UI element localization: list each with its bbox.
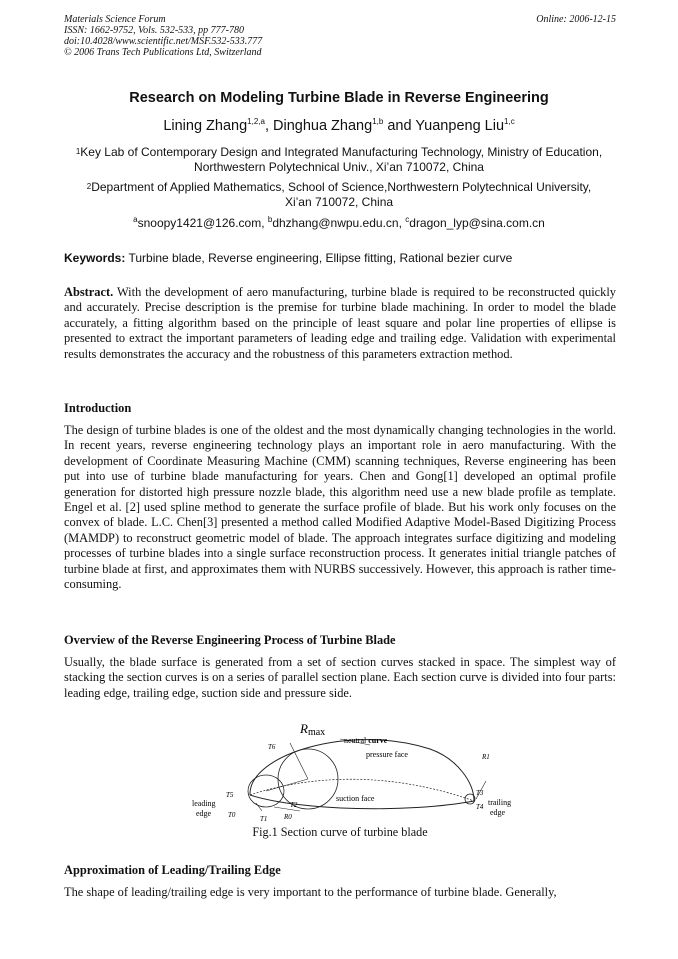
online-date: Online: 2006-12-15	[536, 14, 616, 25]
aff-line: Xi’an 710072, China	[284, 195, 394, 209]
email-line	[40, 216, 638, 230]
point-label-t4: T4	[476, 803, 484, 811]
pointer-line	[256, 803, 262, 811]
pressure-face-label: pressure face	[366, 750, 408, 759]
affiliation-2	[54, 180, 624, 210]
aff-sup: 1	[75, 147, 81, 156]
aff-line: Key Lab of Contemporary Design and Integrated Manufacturing Technology, Ministry of Education,	[80, 145, 603, 159]
aff-line: Northwestern Polytechnical Univ., Xi’an 710072, China	[194, 160, 484, 174]
section-heading-overview: Overview of the Reverse Engineering Process of Turbine Blade	[64, 633, 396, 647]
introduction-paragraph: The design of turbine blades is one of the oldest and the most dynamically changing technologies in the world. In recent years, reverse engineering technology plays an important role in aero manufacturing. With the development of Coordinate Measuring Machine (CMM) scanning techniques, Reverse engineering has been put into use of turbine blade manufacturing for years. Chen and Gong[1] developed an optimal profile generation for distorted high pressure nozzle blade, this algorithm need use a new blade profile as template. Engel et al. [2] used spline method to generate the surface profile of blade. But his work only focuses on the convex of blade. L.C. Chen[3] presented a method called Modified Adaptive Model-Based Digitizing Process (MAMDP) to reconstruct geometric model of blade. The approach integrates surface digitizing and modeling processes of turbine blades into a single surface reconstruction process. It generates initial triangle patches of turbine blade at first, and approximates them with NURBS successively. However, this approach is rather time-consuming.	[64, 423, 617, 592]
abstract-label: Abstract.	[64, 285, 114, 299]
email-sup: c	[405, 215, 410, 224]
leading-edge-label-2: edge	[196, 809, 212, 818]
suction-face-label: suction face	[336, 794, 375, 803]
point-label-t5: T5	[226, 791, 234, 799]
trailing-edge-label-1: trailing	[488, 798, 512, 807]
email-sup: a	[133, 215, 138, 224]
issn-line: ISSN: 1662-9752, Vols. 532-533, pp 777-780	[64, 25, 244, 36]
point-label-t1: T1	[260, 815, 268, 823]
overview-paragraph: Usually, the blade surface is generated from a set of section curves stacked in space. The simplest way of stacking the section curves is on a series of parallel section plane. Each section curve is divided into four parts: leading edge, trailing edge, suction side and pressure side.	[64, 655, 616, 700]
point-label-t3: T3	[476, 789, 484, 797]
neutral-curve-label: neutral curve	[344, 736, 388, 745]
author-sup: 1,b	[372, 117, 384, 126]
rmax-label: Rmax	[300, 721, 326, 738]
keywords-label: Keywords:	[64, 251, 126, 265]
author-list	[40, 118, 638, 134]
radius-line	[266, 779, 308, 791]
keywords	[64, 251, 616, 265]
journal-name: Materials Science Forum	[64, 14, 166, 25]
blade-section-figure	[190, 715, 530, 825]
author-sep: and	[383, 118, 416, 134]
author-sep: ,	[264, 118, 274, 134]
point-label-t2: T2	[290, 801, 298, 809]
abstract-text: With the development of aero manufacturing, turbine blade is required to be reconstructed quickly and accurately. Precise description is the premise for turbine blade machining. In order to model the blade accurately, a fitting algorithm based on the principle of least square and polar line properties of ellipse is presented to extract the important parameters of leading edge and trailing edge. Validation with experimental results demonstrates the accuracy and the robustness of this parameters extraction method.	[64, 285, 616, 361]
doi-line: doi:10.4028/www.scientific.net/MSF.532-533.777	[64, 36, 263, 47]
affiliation-1	[54, 145, 624, 175]
point-label-r1: R1	[482, 753, 490, 761]
email-address: dhzhang@nwpu.edu.cn,	[272, 216, 406, 230]
email-sup: b	[267, 215, 273, 224]
point-label-r0: R0	[284, 813, 292, 821]
email-address: snoopy1421@126.com,	[137, 216, 268, 230]
author-name: Lining Zhang	[163, 118, 248, 134]
aff-line: Department of Applied Mathematics, School of Science,Northwestern Polytechnical University,	[91, 180, 592, 194]
abstract-paragraph	[64, 285, 616, 362]
aff-sup: 2	[86, 182, 92, 191]
author-sup: 1,c	[504, 117, 515, 126]
author-sup: 1,2,a	[247, 117, 265, 126]
trailing-edge-label-2: edge	[490, 808, 506, 817]
author-name: Dinghua Zhang	[273, 118, 373, 134]
point-label-t0: T0	[228, 811, 236, 819]
approximation-paragraph: The shape of leading/trailing edge is very important to the performance of turbine blade. Generally,	[64, 885, 557, 899]
pressure-side-curve	[250, 740, 474, 801]
email-address: dragon_lyp@sina.com.cn	[409, 216, 545, 230]
figure-caption: Fig.1 Section curve of turbine blade	[252, 825, 428, 839]
section-heading-introduction: Introduction	[64, 401, 132, 415]
journal-header	[64, 14, 616, 58]
copyright-line: © 2006 Trans Tech Publications Ltd, Switzerland	[64, 47, 262, 58]
section-heading-approximation: Approximation of Leading/Trailing Edge	[64, 863, 281, 877]
author-name: Yuanpeng Liu	[415, 118, 505, 134]
point-label-t6: T6	[268, 743, 276, 751]
leading-edge-label-1: leading	[192, 799, 216, 808]
paper-title: Research on Modeling Turbine Blade in Reverse Engineering	[129, 90, 549, 106]
keywords-text: Turbine blade, Reverse engineering, Ellipse fitting, Rational bezier curve	[125, 251, 513, 265]
